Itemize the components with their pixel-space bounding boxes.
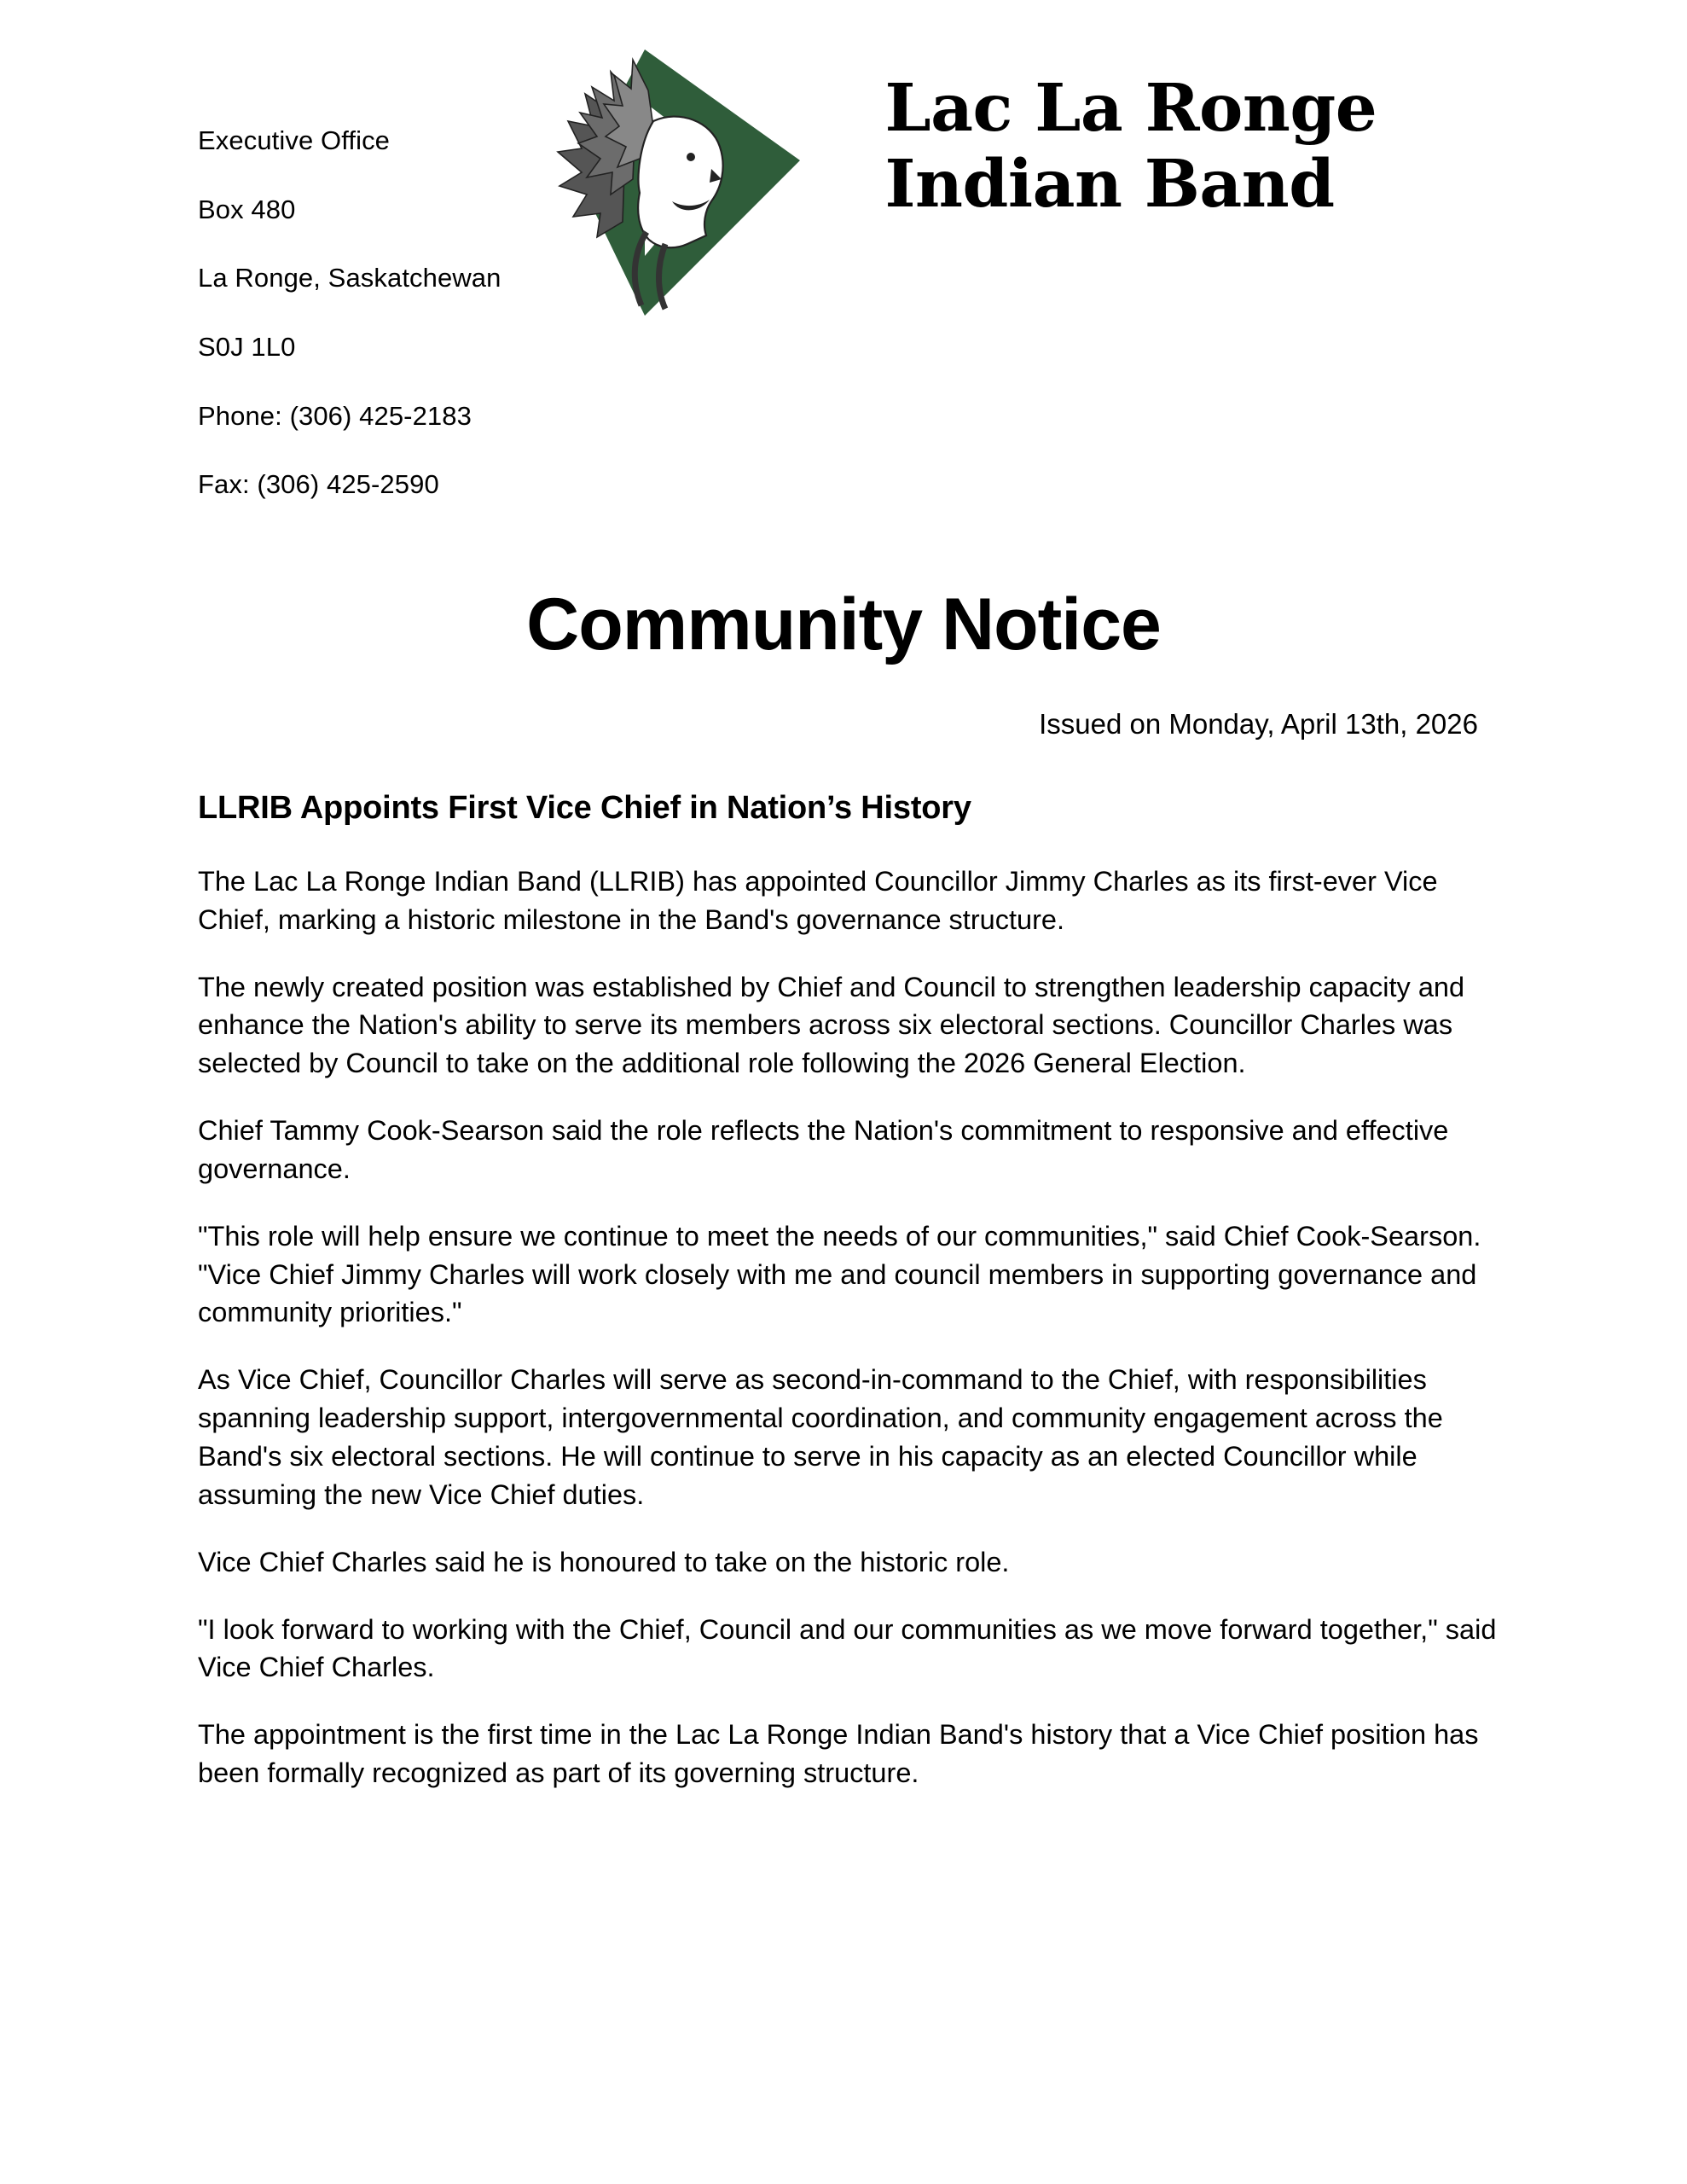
address-line-3: La Ronge, Saskatchewan: [198, 263, 501, 293]
band-name-line-2: Indian Band: [884, 145, 1335, 223]
address-line-1: Executive Office: [198, 125, 391, 156]
body-paragraph: The Lac La Ronge Indian Band (LLRIB) has appointed Councillor Jimmy Charles as its first-ever Vice Chief, marking a historic milestone in the Band's governance structure.: [198, 865, 1438, 935]
page-title: Community Notice: [526, 583, 1161, 665]
body-paragraph: Vice Chief Charles said he is honoured to take on the historic role.: [198, 1546, 1010, 1577]
address-fax: Fax: (306) 425-2590: [198, 469, 439, 500]
article-headline: LLRIB Appoints First Vice Chief in Nation’s History: [198, 789, 971, 826]
address-line-2: Box 480: [198, 194, 296, 224]
band-logo: [544, 70, 1377, 324]
address-line-4: S0J 1L0: [198, 332, 296, 363]
band-name: [885, 71, 1377, 222]
issued-date: Issued on Monday, April 13th, 2026: [1039, 707, 1478, 740]
body-paragraph: As Vice Chief, Councillor Charles will serve as second-in-command to the Chief, with responsibilities spanning leadership support, intergovernmental coordination, and community engagement across the Band's six electoral sections. He will continue to serve in his capacity as an elected Councillor while assuming the new Vice Chief duties.: [198, 1364, 1443, 1510]
office-address-block: [198, 90, 501, 537]
body-paragraph: "This role will help ensure we continue to meet the needs of our communities," said Chief Cook-Searson. "Vice Chief Jimmy Charles will work closely with me and council members in supporting governance and community priorities.": [198, 1220, 1481, 1328]
band-name-line-1: Lac La Ronge: [884, 70, 1377, 147]
address-phone: Phone: (306) 425-2183: [198, 400, 472, 431]
chief-headdress-arrow-logo-icon: [544, 43, 877, 324]
letterhead: [0, 0, 1687, 537]
body-paragraph: The appointment is the first time in the Lac La Ronge Indian Band's history that a Vice Chief position has been formally recognized as part of its governing structure.: [198, 1719, 1479, 1789]
body-paragraph: Chief Tammy Cook-Searson said the role reflects the Nation's commitment to responsive and effective governance.: [198, 1115, 1449, 1184]
body-paragraph: The newly created position was established by Chief and Council to strengthen leadership capacity and enhance the Nation's ability to serve its members across six electoral sections. Councillor Charles was selected by Council to take on the additional role following the 2026 General Election.: [198, 971, 1465, 1079]
notice-body: [198, 790, 1499, 1792]
body-paragraph: "I look forward to working with the Chief, Council and our communities as we move forward together," said Vice Chief Charles.: [198, 1613, 1497, 1683]
